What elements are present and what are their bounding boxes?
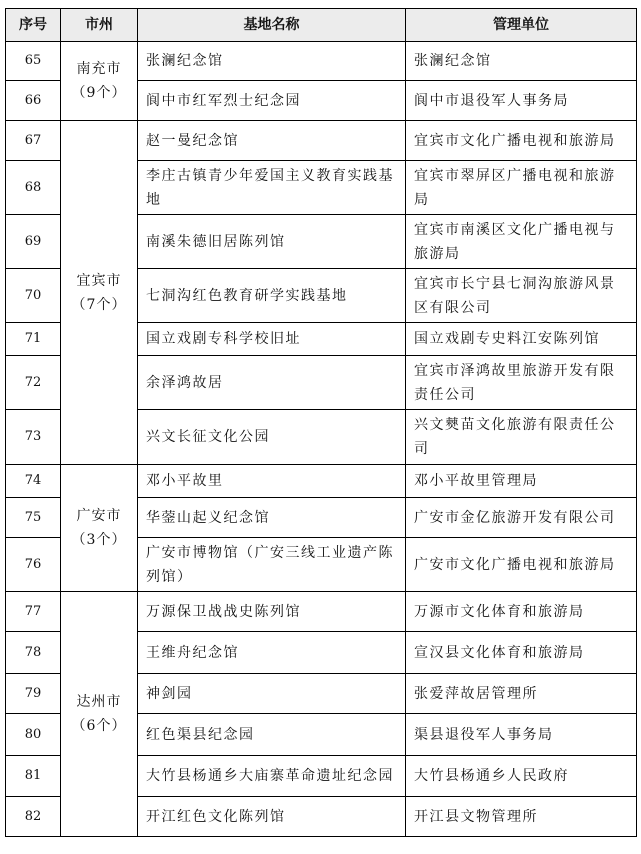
row-number: 67 (6, 121, 61, 161)
management-unit: 兴文僰苗文化旅游有限责任公司 (406, 410, 637, 465)
row-number: 65 (6, 42, 61, 81)
management-unit: 渠县退役军人事务局 (406, 714, 637, 756)
row-number: 73 (6, 410, 61, 465)
row-number: 80 (6, 714, 61, 756)
city-cell (61, 592, 138, 837)
header-base: 基地名称 (138, 9, 406, 42)
row-number: 78 (6, 632, 61, 674)
table-row (6, 42, 637, 81)
management-unit: 广安市文化广播电视和旅游局 (406, 538, 637, 592)
management-unit: 宜宾市长宁县七洞沟旅游风景区有限公司 (406, 269, 637, 323)
city-cell (61, 465, 138, 592)
city-count: （9个） (71, 85, 127, 101)
header-row (6, 9, 637, 42)
base-name: 神剑园 (138, 674, 406, 714)
row-number: 71 (6, 323, 61, 356)
base-table (5, 8, 637, 837)
base-name: 张澜纪念馆 (138, 42, 406, 81)
city-name: 达州市 (76, 694, 122, 710)
header-unit: 管理单位 (406, 9, 637, 42)
city-name: 广安市 (76, 508, 122, 524)
management-unit: 万源市文化体育和旅游局 (406, 592, 637, 632)
row-number: 68 (6, 161, 61, 215)
management-unit: 邓小平故里管理局 (406, 465, 637, 498)
base-name: 兴文长征文化公园 (138, 410, 406, 465)
row-number: 82 (6, 797, 61, 837)
management-unit: 宣汉县文化体育和旅游局 (406, 632, 637, 674)
row-number: 66 (6, 81, 61, 121)
base-name: 国立戏剧专科学校旧址 (138, 323, 406, 356)
base-name: 红色渠县纪念园 (138, 714, 406, 756)
table-row (6, 465, 637, 498)
base-name: 李庄古镇青少年爱国主义教育实践基地 (138, 161, 406, 215)
row-number: 79 (6, 674, 61, 714)
city-count: （3个） (71, 532, 127, 548)
city-name: 宜宾市 (76, 272, 122, 289)
table-row (6, 121, 637, 161)
base-name: 王维舟纪念馆 (138, 632, 406, 674)
header-no: 序号 (6, 9, 61, 42)
base-name: 余泽鸿故居 (138, 356, 406, 410)
city-cell (61, 42, 138, 121)
management-unit: 宜宾市泽鸿故里旅游开发有限责任公司 (406, 356, 637, 410)
row-number: 77 (6, 592, 61, 632)
base-name: 赵一曼纪念馆 (138, 121, 406, 161)
management-unit: 阆中市退役军人事务局 (406, 81, 637, 121)
base-name: 阆中市红军烈士纪念园 (138, 81, 406, 121)
management-unit: 张爱萍故居管理所 (406, 674, 637, 714)
base-name: 开江红色文化陈列馆 (138, 797, 406, 837)
city-cell (61, 121, 138, 465)
city-count: （7个） (71, 296, 127, 313)
management-unit: 宜宾市翠屏区广播电视和旅游局 (406, 161, 637, 215)
base-name: 大竹县杨通乡大庙寨革命遗址纪念园 (138, 756, 406, 797)
table-row (6, 592, 637, 632)
city-name: 南充市 (76, 61, 122, 77)
base-name: 邓小平故里 (138, 465, 406, 498)
base-name: 七洞沟红色教育研学实践基地 (138, 269, 406, 323)
management-unit: 开江县文物管理所 (406, 797, 637, 837)
management-unit: 大竹县杨通乡人民政府 (406, 756, 637, 797)
management-unit: 宜宾市南溪区文化广播电视与旅游局 (406, 215, 637, 269)
base-name: 华蓥山起义纪念馆 (138, 498, 406, 538)
management-unit: 国立戏剧专史料江安陈列馆 (406, 323, 637, 356)
management-unit: 广安市金亿旅游开发有限公司 (406, 498, 637, 538)
base-name: 南溪朱德旧居陈列馆 (138, 215, 406, 269)
management-unit: 张澜纪念馆 (406, 42, 637, 81)
row-number: 69 (6, 215, 61, 269)
row-number: 76 (6, 538, 61, 592)
row-number: 75 (6, 498, 61, 538)
row-number: 72 (6, 356, 61, 410)
management-unit: 宜宾市文化广播电视和旅游局 (406, 121, 637, 161)
base-name: 万源保卫战战史陈列馆 (138, 592, 406, 632)
row-number: 74 (6, 465, 61, 498)
header-city: 市州 (61, 9, 138, 42)
base-name: 广安市博物馆（广安三线工业遗产陈列馆） (138, 538, 406, 592)
city-count: （6个） (71, 718, 127, 734)
row-number: 70 (6, 269, 61, 323)
row-number: 81 (6, 756, 61, 797)
